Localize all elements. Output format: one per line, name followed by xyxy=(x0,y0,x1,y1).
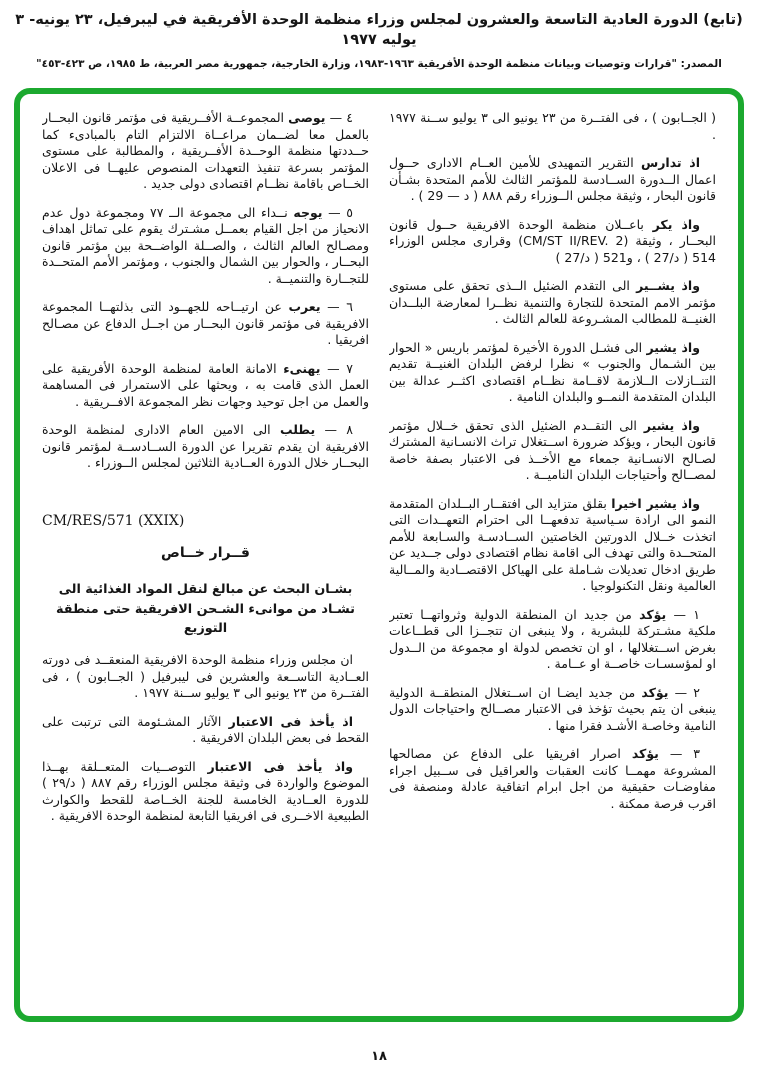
resolution-subject-title: بشـان البحث عن مبالغ لنقل المواد الغذائية الى تشـاد من موانىء الشـحن الافريقية حتى منطقة التوزيع xyxy=(56,582,355,636)
item-number: ٢ — xyxy=(668,684,700,700)
paragraph-text: من جديد ايضـا ان اســتغلال المنطقــة الدولية ينبغى ان يتم بحيث تؤخذ فى الاعتبار مصــالح واحتياجات الدول النامية وخاصـة الأشـد فقرا منها . xyxy=(389,684,716,733)
paragraph-lead: يؤكد xyxy=(641,684,669,700)
paragraph-text: الى الامين العام الادارى لمنظمة الوحدة الافريقية ان يقدم تقريرا عن الدورة الســادســة لمؤتمر قانون البحــار خلال الدورة العــادية الثلاثين لمجلس الــوزراء . xyxy=(42,422,369,470)
paragraph-lead: واذ يشــير xyxy=(636,278,700,293)
numbered-resolution-item xyxy=(42,110,369,193)
paragraph-lead: يعرب xyxy=(288,299,321,314)
paragraph-text: من جديد ان المنطقة الدولية وثرواتهــا تعتبر ملكية مشـتركة للبشرية ، ولا ينبغى ان تتجــزا الى قطــاعات بغرض اســتغلالها ، او ان تخصص لدولة او مجموعة من الــدول او لمؤسسـات خاصــة او عــامة . xyxy=(389,606,716,671)
paragraph-lead: يؤكد xyxy=(639,606,667,622)
item-number: ٣ — xyxy=(658,746,700,761)
paragraph-lead: يوصى xyxy=(288,110,326,125)
numbered-resolution-item xyxy=(389,746,716,812)
paragraph-lead: يؤكد xyxy=(631,746,659,761)
page-number: ١٨ xyxy=(371,1049,387,1064)
paragraph-text: الى التقــدم الضئيل الذى تحقق خــلال مؤتمر قانون البحار ، ويؤكد ضرورة اســتغلال تراث الانسـانية المشترك لصـالح الانسـانية جمعاء مع الأخــذ فى الاعتبار بصفة خاصة لمصــالح وأحتياجات البلدان الناميــة . xyxy=(389,417,716,482)
paragraph-text: المجموعــة الأفــريقية فى مؤتمر قانون البحــار بالعمل معا لضــمان مراعــاة الالتزام التام بالمبادىء كما حــددتها منظمة الوحــدة الأفــريقية ، والمطالبة على مستوى المؤتمر بسرعة تنفيذ التعهدات المنصوص عليهــا فى الاعلان الخــاص باقامة نظــام اقتصادى دولى جديد . xyxy=(42,110,369,191)
preamble-paragraph xyxy=(389,217,716,267)
paragraph-text: الى التقدم الضئيل الــذى تحقق على مستوى مؤتمر الامم المتحدة للتجارة والتنمية نظــرا لمعارضة البلــدان الغنيــة للمطالب المشـروعة للعالم الثالث . xyxy=(389,278,716,326)
item-number: ٥ — xyxy=(322,204,353,220)
preamble-paragraph xyxy=(389,155,716,205)
paragraph-text: التقرير التمهيدى للأمين العــام الادارى حــول اعمال الــدورة الســادسة للمؤتمر الثالث للأمم المتحدة بشـأن قانون البحار ، وثيقة مجلس الــوزراء رقم ٨٨٨ ( د — 29 ) . xyxy=(389,155,716,203)
paragraph-lead: يوجه xyxy=(293,204,323,220)
paragraph-text: نــداء الى مجموعة الــ ٧٧ ومجموعة دول عدم الانحياز من اجل القيام بعمــل مشـترك يقوم على تماثل اهداف ومصـالح العالم الثالث ، والصــلة الواضــحة بين مؤتمر قانون البحــار ، والحوار بين الشمال والجنوب ، ومؤتمر الأمم المتحــدة للتجــارة والتنميــة . xyxy=(42,204,369,286)
left-column xyxy=(42,110,369,1016)
paragraph-text: التوصــيات المتعــلقة بهــذا الموضوع والواردة فى وثيقة مجلس الوزراء رقم ٨٨٧ ( د/٢٩ ) للدورة العــادية الخامسة للجنة الخــاصة للقحط والكوارث الطبيعية الاخــرى فى افريقيا التابعة لمنظمة الوحدة الافريقية . xyxy=(42,758,369,823)
page-footer xyxy=(0,1045,758,1064)
item-number: ٦ — xyxy=(320,299,353,314)
green-border-frame xyxy=(14,88,744,1022)
paragraph-text: باعــلان منظمة الوحدة الافريقية حــول قانون البحــار ، وثيقة (CM/ST II/REV. 2) وقرارى مجلس الوزراء 514 ( د/27 ) ، و521 ( د/27 ) xyxy=(389,216,716,265)
paragraph-lead: اذ تدارس xyxy=(640,155,700,170)
paragraph-text: الامانة العامة لمنظمة الوحدة الأفريقية على العمل الذى قامت به ، ويحثها على الاستمرار فى المساهمة والعمل من اجل توحيد وجهات نظر المجموعة الافــريقية . xyxy=(42,360,369,409)
paragraph-lead: واذ يشير xyxy=(646,339,700,355)
right-column xyxy=(389,110,716,1016)
numbered-resolution-item xyxy=(42,361,369,411)
body-paragraph xyxy=(42,759,369,825)
paragraph-text: الى فشـل الدورة الأخيرة لمؤتمر باريس « الحوار بين الشـمال والجنوب » نظرا لرفض البلدان الغنيــة تقديم التنــازلات الــلازمة لاقــامة نظــام اقتصادى اكثــر عدالة بين البلدان المتقدمة النمــو والبلدان النامية . xyxy=(389,339,716,404)
paragraph-text: اصرار افريقيا على الدفاع عن مصالحها المشروعة مهمــا كانت العقبات والعراقيل فى ســبيل اجراء مفاوضـات حقيقية من اجل ابرام اتفاقية عادلة ومنصفة فى اقرب فرصة ممكنة . xyxy=(389,746,716,811)
paragraph-lead: يطلب xyxy=(279,422,316,437)
numbered-resolution-item xyxy=(389,685,716,735)
document-source: المصدر: "قرارات وتوصيات وبيانات منظمة الوحدة الأفريقية ١٩٦٣-١٩٨٣، وزارة الخارجية، جمهورية مصر العربية، ط ١٩٨٥، ص ٤٢٣-٤٥٣" xyxy=(36,57,722,70)
preamble-paragraph xyxy=(389,278,716,328)
item-number: ٨ — xyxy=(315,422,354,437)
preamble-paragraph xyxy=(389,340,716,406)
paragraph-text: بقلق متزايد الى افتقــار البــلدان المتقدمة النمو الى ارادة سـياسية تدفعهــا الى احترام التعهــدات التى اتخذت خــلال الدورتين الخاصتين الســادسـة والسـابعة للأمم المتحــدة والتى تهدف الى اقامة نظام اقتصادى دولى جــديد عن طريق ادخال تعديلات شـاملة على الهياكل الاقتصــادية والمــالية العالمية ونقل التكنولوجيا . xyxy=(389,495,716,593)
body-paragraph xyxy=(42,652,369,702)
paragraph-text: ان مجلس وزراء منظمة الوحدة الافريقية المنعقــد فى دورته العــادية التاســعة والعشرين فى ليبرفيل ( الجــابون ) ، فى الفتــرة من ٢٣ يونيو الى ٣ يوليو ســنة ١٩٧٧ . xyxy=(42,652,369,700)
page-header xyxy=(0,10,758,70)
item-number: ٧ — xyxy=(320,360,353,376)
numbered-resolution-item xyxy=(389,607,716,673)
numbered-resolution-item xyxy=(42,422,369,472)
paragraph-lead: واذ يشير اخيرا xyxy=(611,495,700,511)
preamble-paragraph xyxy=(389,418,716,484)
paragraph-text: ( الجــابون ) ، فى الفتــرة من ٢٣ يونيو الى ٣ يوليو ســنة ١٩٧٧ . xyxy=(389,110,716,142)
paragraph-lead: واذ يكر xyxy=(652,216,700,232)
body-paragraph xyxy=(42,714,369,747)
section-heading: قــرار خــاص xyxy=(161,544,250,561)
resolution-reference-number: CM/RES/571 (XXIX) xyxy=(42,512,185,529)
paragraph-continuation xyxy=(389,110,716,143)
paragraph-lead: واذ يشير xyxy=(643,417,700,433)
two-column-body xyxy=(20,94,738,1016)
numbered-resolution-item xyxy=(42,299,369,349)
paragraph-text: عن ارتيــاحه للجهــود التى بذلتهــا المجموعة الافريقية فى مؤتمر قانون البحــار من اجــل الدفاع عن مصـالح افريقيا . xyxy=(42,299,369,347)
paragraph-lead: واذ يأخذ فى الاعتبار xyxy=(207,758,353,774)
paragraph-text: الآثار المشـئومة التى ترتبت على القحط فى بعض البلدان الافريقية . xyxy=(42,713,369,745)
item-number: ١ — xyxy=(666,606,700,622)
preamble-paragraph xyxy=(389,496,716,595)
paragraph-lead: اذ يأخذ فى الاعتبار xyxy=(228,713,353,729)
paragraph-lead: يهنىء xyxy=(283,360,321,376)
item-number: ٤ — xyxy=(325,110,353,125)
numbered-resolution-item xyxy=(42,205,369,288)
document-title: (تابع) الدورة العادية التاسعة والعشرون لمجلس وزراء منظمة الوحدة الأفريقية في ليبرفيل، ٢٣ يونيه- ٣ يوليه ١٩٧٧ xyxy=(15,12,743,49)
